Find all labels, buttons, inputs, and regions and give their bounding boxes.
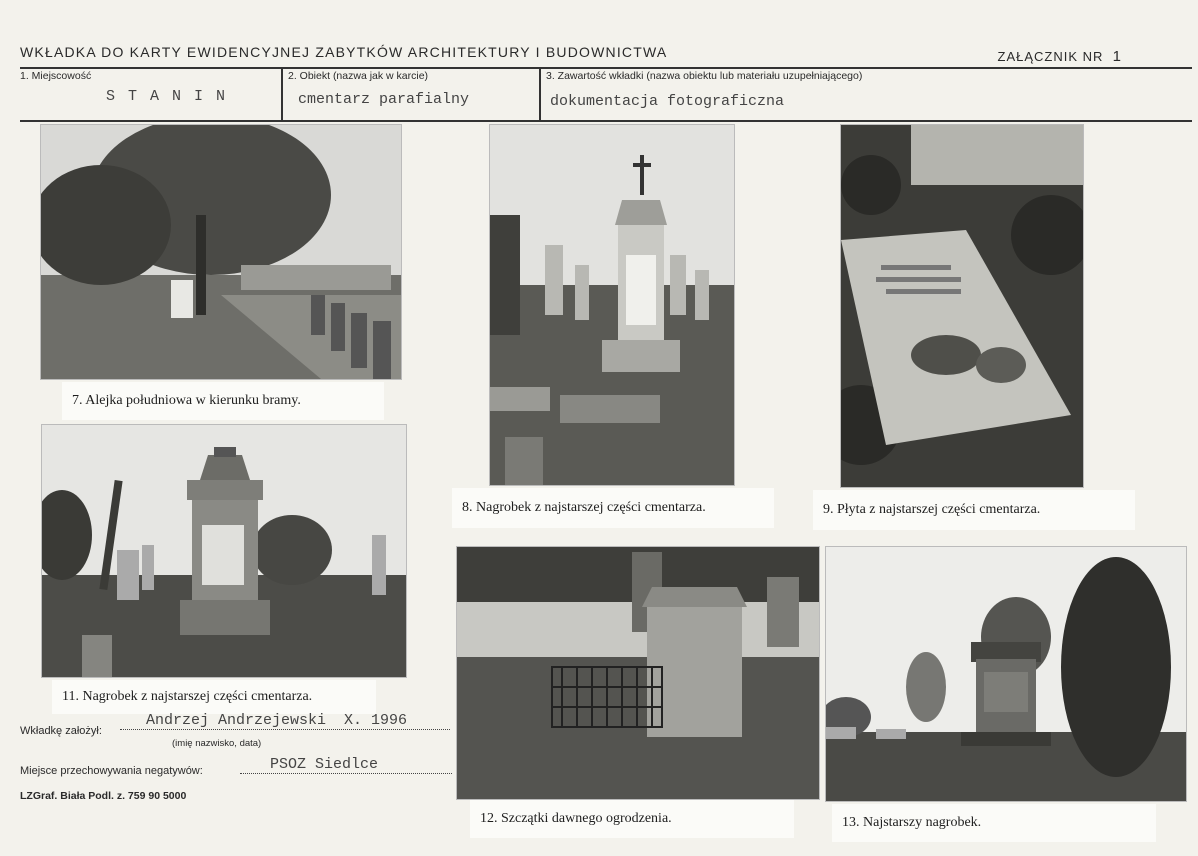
field-divider-2: [539, 67, 541, 120]
annex-number: 1: [1112, 48, 1122, 65]
annex-label-text: ZAŁĄCZNIK NR: [997, 49, 1104, 64]
contents-label: 3. Zawartość wkładki (nazwa obiektu lub materiału uzupełniającego): [546, 70, 863, 82]
fields-bottom-rule: [20, 120, 1192, 122]
tombstone-photo: [42, 425, 406, 677]
photo-13-oldest: [825, 546, 1187, 802]
photo-7-caption: 7. Alejka południowa w kierunku bramy.: [62, 382, 384, 420]
photo-12-fence: [456, 546, 820, 800]
photo-7-alley: [40, 124, 402, 380]
negatives-value: PSOZ Siedlce: [240, 756, 452, 774]
photo-8-tombstone: [489, 124, 735, 486]
grave-slab-photo: [841, 125, 1083, 487]
founder-hint: (imię nazwisko, data): [172, 738, 262, 749]
negatives-label: Miejsce przechowywania negatywów:: [20, 765, 203, 777]
tombstone-cross-photo: [490, 125, 734, 485]
object-value: cmentarz parafialny: [298, 91, 470, 108]
iron-fence-remains-photo: [457, 547, 819, 799]
photo-13-caption: 13. Najstarszy nagrobek.: [832, 804, 1156, 842]
header-rule: [20, 67, 1192, 69]
printer-imprint: LZGraf. Biała Podl. z. 759 90 5000: [20, 790, 187, 802]
founder-label: Wkładkę założył:: [20, 725, 102, 737]
photo-12-caption: 12. Szczątki dawnego ogrodzenia.: [470, 800, 794, 838]
photo-11-tombstone: [41, 424, 407, 678]
photo-8-caption: 8. Nagrobek z najstarszej części cmentarza.: [452, 488, 774, 528]
contents-value: dokumentacja fotograficzna: [550, 93, 785, 110]
object-label: 2. Obiekt (nazwa jak w karcie): [288, 70, 429, 82]
oldest-tombstone-photo: [826, 547, 1186, 801]
locality-label: 1. Miejscowość: [20, 70, 92, 82]
photo-9-caption: 9. Płyta z najstarszej części cmentarza.: [813, 490, 1135, 530]
locality-value: S T A N I N: [106, 88, 228, 105]
photo-9-slab: [840, 124, 1084, 488]
form-title: WKŁADKA DO KARTY EWIDENCYJNEJ ZABYTKÓW ARCHITEKTURY I BUDOWNICTWA: [20, 44, 668, 60]
founder-value: Andrzej Andrzejewski X. 1996: [120, 712, 450, 730]
field-divider-1: [281, 67, 283, 120]
annex-label: [998, 48, 1122, 65]
tree-lined-alley-photo: [41, 125, 401, 379]
photo-11-caption: 11. Nagrobek z najstarszej części cmentarza.: [52, 680, 376, 714]
